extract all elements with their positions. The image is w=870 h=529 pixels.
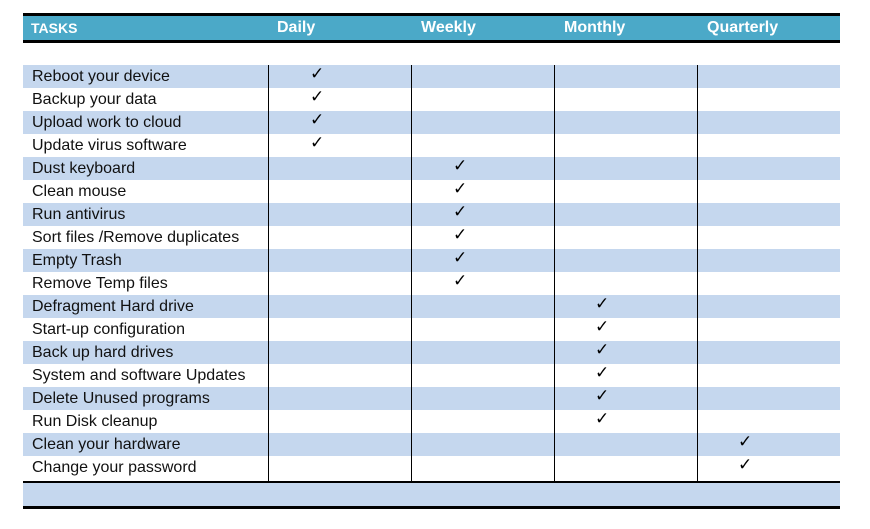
checkmark-icon: ✓ bbox=[310, 110, 325, 129]
checkmark-icon: ✓ bbox=[310, 133, 325, 152]
task-label: Clean mouse bbox=[32, 183, 127, 200]
checkmark-icon: ✓ bbox=[595, 386, 610, 405]
table-row bbox=[23, 111, 840, 134]
checkmark-icon: ✓ bbox=[453, 202, 468, 221]
table-row bbox=[23, 295, 840, 318]
task-label: Clean your hardware bbox=[32, 436, 181, 453]
header-monthly: Monthly bbox=[564, 19, 626, 36]
table-row bbox=[23, 134, 840, 157]
task-label: Run Disk cleanup bbox=[32, 413, 158, 430]
table-row bbox=[23, 433, 840, 456]
header-weekly: Weekly bbox=[421, 19, 476, 36]
checkmark-icon: ✓ bbox=[310, 64, 325, 83]
checkmark-icon: ✓ bbox=[595, 317, 610, 336]
task-label: Remove Temp files bbox=[32, 275, 168, 292]
footer-bottom-border bbox=[23, 506, 840, 509]
table-row bbox=[23, 65, 840, 88]
task-label: Backup your data bbox=[32, 91, 157, 108]
column-divider-monthly bbox=[554, 65, 555, 495]
table-row bbox=[23, 410, 840, 433]
column-divider-weekly bbox=[411, 65, 412, 495]
task-label: Delete Unused programs bbox=[32, 390, 210, 407]
checkmark-icon: ✓ bbox=[595, 294, 610, 313]
header-daily: Daily bbox=[277, 19, 316, 36]
table-row bbox=[23, 341, 840, 364]
table-header-row bbox=[23, 16, 840, 40]
column-divider-quarterly bbox=[697, 65, 698, 495]
table-row bbox=[23, 157, 840, 180]
table-row bbox=[23, 249, 840, 272]
checkmark-icon: ✓ bbox=[595, 363, 610, 382]
header-tasks: TASKS bbox=[31, 20, 78, 36]
checkmark-icon: ✓ bbox=[453, 248, 468, 267]
task-label: Dust keyboard bbox=[32, 160, 136, 177]
task-label: Empty Trash bbox=[32, 252, 122, 269]
checkmark-icon: ✓ bbox=[453, 225, 468, 244]
column-divider-daily bbox=[268, 65, 269, 495]
task-label: Back up hard drives bbox=[32, 344, 174, 361]
task-label: Reboot your device bbox=[32, 68, 170, 85]
footer-row bbox=[23, 483, 840, 506]
checkmark-icon: ✓ bbox=[453, 156, 468, 175]
checkmark-icon: ✓ bbox=[310, 87, 325, 106]
task-label: Update virus software bbox=[32, 137, 187, 154]
checkmark-icon: ✓ bbox=[738, 455, 753, 474]
task-label: Defragment Hard drive bbox=[32, 298, 194, 315]
table-row bbox=[23, 272, 840, 295]
checkmark-icon: ✓ bbox=[453, 271, 468, 290]
table-row bbox=[23, 456, 840, 479]
checkmark-icon: ✓ bbox=[595, 340, 610, 359]
task-label: System and software Updates bbox=[32, 367, 246, 384]
checkmark-icon: ✓ bbox=[595, 409, 610, 428]
task-label: Upload work to cloud bbox=[32, 114, 182, 131]
task-label: Run antivirus bbox=[32, 206, 126, 223]
task-label: Start-up configuration bbox=[32, 321, 185, 338]
table-row bbox=[23, 88, 840, 111]
table-row bbox=[23, 364, 840, 387]
table-row bbox=[23, 318, 840, 341]
table-row bbox=[23, 226, 840, 249]
checkmark-icon: ✓ bbox=[738, 432, 753, 451]
table-row bbox=[23, 387, 840, 410]
table-row bbox=[23, 203, 840, 226]
task-label: Sort files /Remove duplicates bbox=[32, 229, 240, 246]
task-rows bbox=[23, 65, 840, 479]
header-quarterly: Quarterly bbox=[707, 19, 779, 36]
maintenance-schedule-table bbox=[23, 13, 840, 510]
checkmark-icon: ✓ bbox=[453, 179, 468, 198]
table-row bbox=[23, 180, 840, 203]
header-bottom-border bbox=[23, 40, 840, 43]
task-label: Change your password bbox=[32, 459, 197, 476]
